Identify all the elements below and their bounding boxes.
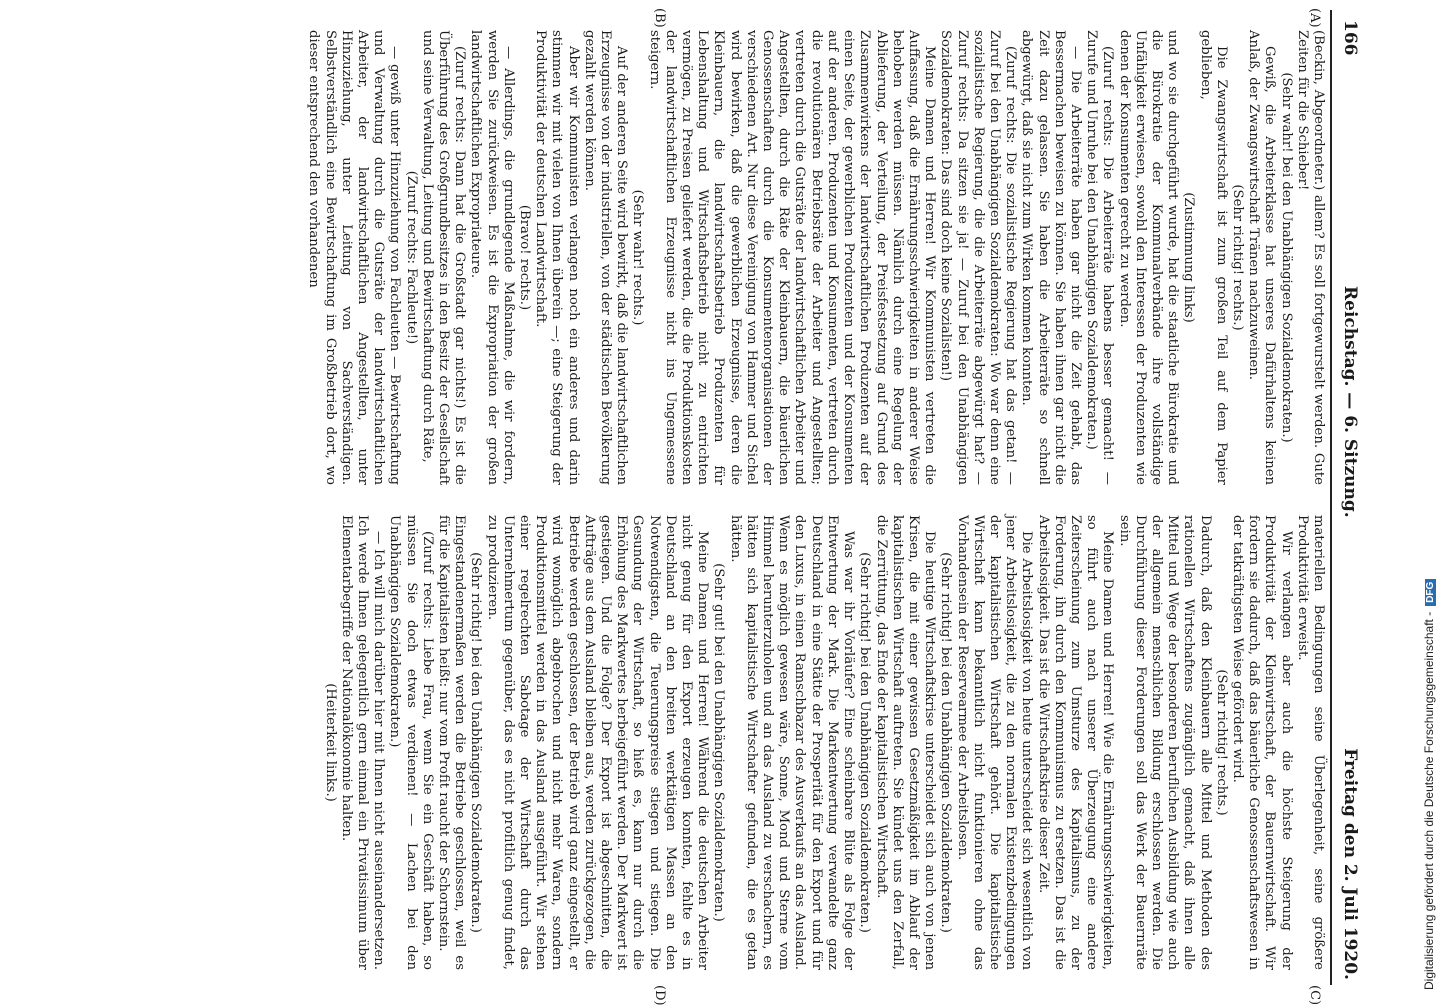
paragraph: und wo sie durchgeführt wurde, hat die staatliche Bürokratie und die Bürokratie der Kommunalverbände ihre vollständige Unfähigkeit erwiesen, sowohl den Interessen der Produzenten wie denen der Konsumenten gerecht zu werden. [1116,30,1181,485]
dfg-logo: DFG [1425,579,1436,606]
paragraph: Wir verlangen aber auch die höchste Steigerung der Produktivität der Kleinwirtschaft, der Bauernwirtschaft. Wir fordern sie dadurch, daß das bäuerliche Genossenschaftswesen in der tatkräftigsten Weise gefördert wird. [1229,515,1294,970]
right-column [146,515,1326,970]
paragraph: (Zuruf rechts: Dann hat die Großstadt gar nichts!) Es ist die Überführung des Großgrundbesitzes in den Besitz der Gesellschaft und seine Verwaltung, Leitung und Bewirtschaftung durch Räte, [419,30,468,485]
paragraph: (Heiterkeit links.) [322,683,338,802]
session-title: Reichstag. — 6. Sitzung. [1340,286,1360,518]
margin-mark-c: (C) [1307,985,1322,1006]
credit-text: Digitalisierung gefördert durch die Deutsche Forschungsgemeinschaft - [1422,611,1436,990]
paragraph: (Sehr richtig! bei den Unabhängigen Sozialdemokraten.) [468,552,484,933]
paragraph: Was war ihr Vorläufer? Eine scheinbare Blüte als Folge der Entwertung der Mark. Die Markentwertung verwandelte ganz Deutschland in eine Stätte der Prosperität für den Export und für den Luxus, in einen Ramschbazar des Ausverkaufs an das Ausland. Wenn es möglich gewesen wäre, Sonne, Mond und Sterne vom Himmel herunterzuholen und an das Ausland zu verschachern, es hätten sich kapitalistische Wirtschafter gefunden, die es getan hätten. [727,515,857,970]
paragraph: (Sehr wahr! bei den Unabhängigen Sozialdemokraten.) [1278,72,1294,443]
paragraph: (Zuruf rechts: Liebe Frau, wenn Sie ein Geschäft haben, so müssen Sie doch etwas verdienen! — Lachen bei den Unabhängigen Sozialdemokraten.) [387,515,435,970]
paragraph: — Ich will mich darüber hier mit Ihnen nicht auseinandersetzen. Ich werde Ihnen gelegentlich gern einmal ein Privatissimum über Elementarbegriffe der Nationalökonomie halten. [338,515,387,970]
paragraph: — gewiß unter Hinzuziehung von Fachleuten — Bewirtschaftung und Verwaltung durch die Gutsräte der landwirtschaftlichen Arbeiter, der landwirtschaftlichen Angestellten, unter Hinzuziehung, unter Leitung von Sachverständigen. Selbstverständlich eine Bewirtschaftung im Großbetrieb dort, wo dieser entsprechend den vorhandenen [306,30,403,485]
digitization-credit [1422,10,1442,990]
paragraph: (Sehr richtig! rechts.) [1229,184,1245,331]
paragraph: materiellen Bedingungen seine Überlegenheit, seine größere Produktivität erweist. [1294,515,1326,970]
paragraph: — Allerdings, die grundlegende Maßnahme, die wir fordern, werden Sie zurückweisen. Es ist die Expropriation der großen landwirtschaftlichen Expropriateure. [468,30,516,485]
paragraph: (Zuruf rechts: Die sozialistische Regierung hat das getan! — Zuruf bei den Unabhängigen Sozialdemokraten: Wo war denn eine sozialistische Regierung, die die Arbeiterräte abgewürgt hat? — Zuruf rechts: Da sitzen sie ja! — Zuruf bei den Unabhängigen Sozialdemokraten: Das sind doch keine Sozialisten!) [938,30,1019,485]
paragraph: (Sehr richtig! bei den Unabhängigen Sozialdemokraten.) [857,552,873,933]
paragraph: Eingestandenermaßen werden die Betriebe geschlossen, weil es für die Kapitalisten heißt: nur vom Profit raucht der Schornstein. [436,515,468,970]
paragraph: (Bravo! rechts.) [517,204,533,311]
margin-mark-d: (D) [652,985,667,1006]
paragraph: Meine Damen und Herren! Wie die Ernährungsschwierigkeiten, so führt auch nach unserer Überzeugung eine andere Zeiterscheinung zum Umsturze des Kapitalismus, zu der Forderung, ihn durch den Kommunismus zu ersetzen. Das ist die Arbeitslosigkeit. Das ist die Wirtschaftskrise dieser Zeit. [1035,515,1116,970]
paragraph: Aber wir Kommunisten verlangen noch ein anderes und darin stimmen wir mit vielen von Ihnen überein —; eine Steigerung der Produktivität der deutschen Landwirtschaft. [533,30,581,485]
paragraph: (Zustimmung links) [1181,192,1197,323]
paragraph: (Zuruf rechts: Die Arbeiterräte habens besser gemacht! — Zurufe und Unruhe bei den Unabhängigen Sozialdemokraten.) [1084,30,1116,485]
paragraph: (Sehr richtig! bei den Unabhängigen Sozialdemokraten.) [938,552,954,933]
paragraph: Meine Damen und Herren! Wir Kommunisten vertreten die Auffassung, daß die Ernährungsschwierigkeiten in anderer Weise behoben werden müssen. Nämlich durch eine Regelung der Ablieferung, der Verteilung, der Preisfestsetzung auf Grund des Zusammenwirkens der landwirtschaftlichen Produzenten auf der einen Seite, der gewerblichen Produzenten und der Konsumenten auf der anderen. Produzenten und Konsumenten, vertreten durch die revolutionären Betriebsräte der Arbeiter und Angestellten; vertreten durch die Gutsräte der landwirtschaftlichen Arbeiter und Angestellten, durch die Räte der Kleinbauern, die bäuerlichen Genossenschaften durch die Konsumentenorganisationen der verschiedenen Art. Nur diese Vereinigung von Hammer und Sichel wird bewirken, daß die gewerblichen Erzeugnisse, deren die Kleinbauern, die landwirtschaftsbetrieb Produzenten für Lebenshaltung und Wirtschaftsbetrieb nicht zu entrichten vermögen, zu Preisen geliefert werden, die die Produktionskosten der landwirtschaftlichen Erzeugnisse nicht ins Ungemessene steigern. [646,30,938,485]
paragraph: (Sehr gut! bei den Unabhängigen Sozialdemokraten.) [711,563,727,922]
paragraph: Meine Damen und Herren! Während die deutschen Arbeiter nicht genug für den Export erzeugen konnten, fehlte es in Deutschland an den breiten werktätigen Massen an den Notwendigsten, die Teuerungspreise stiegen und stiegen. Die Gesundung der Wirtschaft, so hieß es, kann nur durch die Erhöhung des Markwertes herbeigeführt werden. Der Markwert ist gestiegen. Und die Folge? Der Export ist abgeschnitten, die Aufträge aus dem Ausland bleiben aus, werden zurückgezogen, die Betriebe werden geschlossen, der Betrieb wird ganz eingestellt, er wird womöglich abgebrochen und nicht mehr Waren, sondern Produktionsmittel werden in das Ausland ausgeführt. Wir stehen einer regelrechten Sabotage der Wirtschaft durch das Unternehmertum gegenüber, das es nicht profitlich genug findet, zu produzieren. [484,515,711,970]
page-number: 166 [1340,20,1360,56]
paragraph: Die Zwangswirtschaft ist zum großen Teil auf dem Papier geblieben, [1197,30,1229,485]
paragraph: Auf der anderen Seite wird bewirkt, daß die landwirtschaftlichen Erzeugnisse von der industriellen, von der städtischen Bevölkerung gezahlt werden können. [581,30,630,485]
paragraph: (Beckin, Abgeordneter.) allem? Es soll fortgewurstelt werden. Gute Zeiten für die Schieber! [1294,30,1326,485]
paragraph: Die Arbeitslosigkeit von heute unterscheidet sich wesentlich von jener Arbeitslosigkeit, die zu den normalen Existenzbedingungen der kapitalistischen Wirtschaft gehört. Die kapitalistische Wirtschaft kann bekanntlich nicht funktionieren ohne das Vorhandensein der Reservearmee der Arbeitslosen. [954,515,1035,970]
left-column [146,30,1326,485]
document-page [92,0,1392,1006]
page-header [1338,20,1362,980]
digitization-sidebar [1400,10,1436,990]
margin-mark-a: (A) [1307,8,1322,28]
paragraph: (Sehr wahr! rechts.) [630,189,646,326]
paragraph: Die heutige Wirtschaftskrise unterscheidet sich auch von jenen Krisen, die mit einer gewissen Gesetzmäßigkeit im Ablauf der kapitalistischen Wirtschaft auftreten. Sie kündet uns den Zerfall, die Zerrüttung, das Ende der kapitalistischen Wirtschaft. [873,515,938,970]
header-rule [1330,10,1332,985]
session-date: Freitag den 2. Juli 1920. [1340,748,1360,980]
paragraph: Gewiß, die Arbeiterklasse hat unseres Dafürhaltens keinen Anlaß, der Zwangswirtschaft Tränen nachzuweinen. [1246,30,1278,485]
paragraph: (Sehr richtig! rechts.) [1213,669,1229,816]
paragraph: (Zuruf rechts: Fachleute!) [403,170,419,345]
paragraph: Dadurch, daß den Kleinbauern alle Mittel und Methoden des rationellen Wirtschaftens zugänglich gemacht, daß ihnen alle Mittel und Wege der besonderen beruflichen Ausbildung wie auch der allgemein menschlichen Bildung erschlossen werden. Die Durchführung dieser Forderungen soll das Werk der Bauernräte sein. [1116,515,1213,970]
paragraph: — Die Arbeiterräte haben gar nicht die Zeit gehabt, das Bessermachen beweisen zu können. Sie haben ihnen gar nicht die Zeit dazu gelassen. Sie haben die Arbeiterräte so schnell abgewürgt, daß sie nicht zum Wirken kommen konnten. [1019,30,1083,485]
margin-mark-b: (B) [652,8,667,28]
